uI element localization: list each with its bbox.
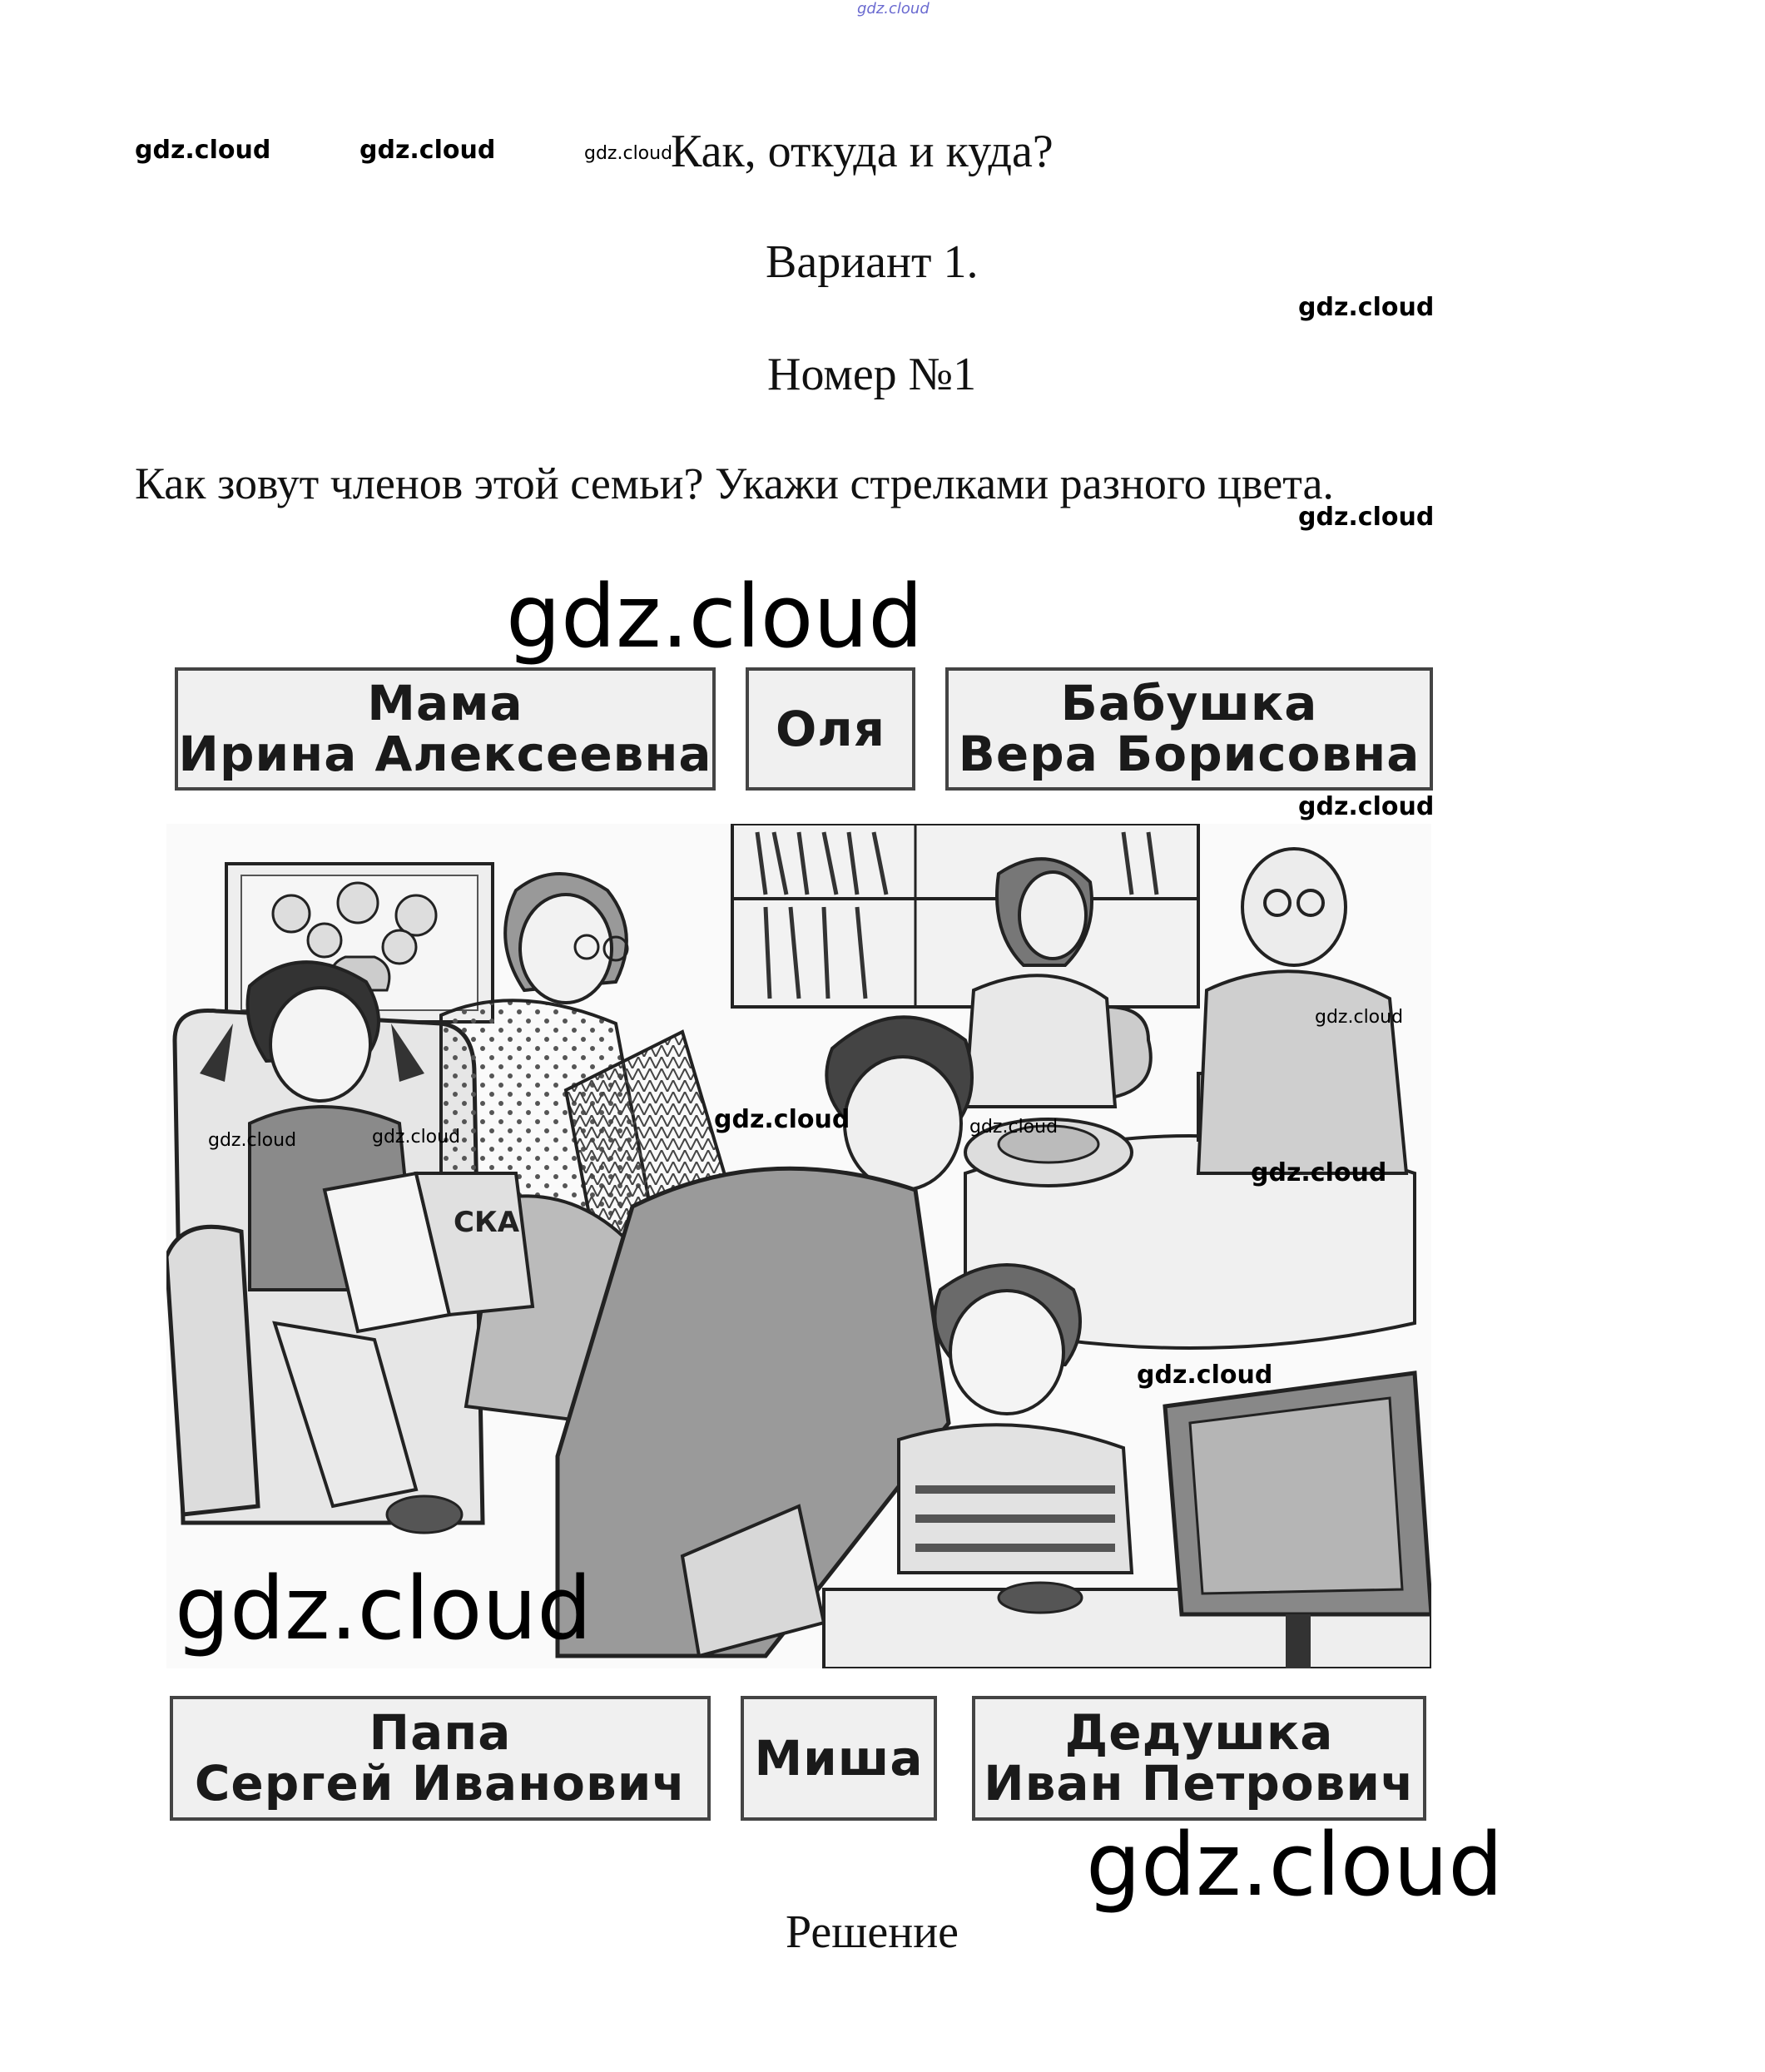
watermark-small: gdz.cloud <box>1298 503 1435 532</box>
label-dad <box>170 1696 711 1821</box>
label-olya-text: Оля <box>775 700 886 757</box>
watermark-small: gdz.cloud <box>372 1127 461 1148</box>
label-grandma-name: Вера Борисовна <box>958 726 1420 782</box>
watermark-top: gdz.cloud <box>857 0 930 17</box>
watermark-small: gdz.cloud <box>359 136 496 165</box>
watermark-large: gdz.cloud <box>506 566 924 667</box>
storybook-title: СКА <box>454 1206 520 1239</box>
variant-heading: Вариант 1. <box>766 236 979 288</box>
label-mom-name: Ирина Алексеевна <box>178 726 712 782</box>
watermark-small: gdz.cloud <box>584 143 673 164</box>
watermark-small: gdz.cloud <box>1137 1361 1273 1390</box>
bookshelf <box>732 824 1198 1007</box>
watermark-small: gdz.cloud <box>208 1130 297 1151</box>
watermark-small: gdz.cloud <box>135 136 271 165</box>
label-dad-role: Папа <box>369 1704 512 1762</box>
watermark-small: gdz.cloud <box>1298 792 1435 821</box>
watermark-small: gdz.cloud <box>714 1105 850 1134</box>
label-misha <box>741 1696 937 1821</box>
watermark-small: gdz.cloud <box>1315 1007 1404 1028</box>
watermark-small: gdz.cloud <box>1298 293 1435 322</box>
family-illustration <box>166 824 1431 1668</box>
watermark-small: gdz.cloud <box>969 1117 1059 1138</box>
solution-heading: Решение <box>786 1906 959 1958</box>
label-misha-text: Миша <box>754 1729 924 1787</box>
storybook <box>325 1173 533 1331</box>
label-dad-name: Сергей Иванович <box>194 1755 687 1812</box>
label-grandma <box>945 667 1433 791</box>
label-grandpa <box>972 1696 1426 1821</box>
watermark-large: gdz.cloud <box>175 1558 592 1659</box>
number-heading: Номер №1 <box>767 349 977 400</box>
watermark-small: gdz.cloud <box>1251 1158 1387 1187</box>
label-grandpa-name: Иван Петрович <box>984 1755 1415 1812</box>
task-question: Как зовут членов этой семьи? Укажи стрелками разного цвета. <box>135 459 1334 508</box>
label-mom-role: Мама <box>367 675 523 732</box>
label-mom <box>175 667 716 791</box>
label-grandpa-role: Дедушка <box>1064 1704 1334 1762</box>
document-title: Как, откуда и куда? <box>671 126 1054 177</box>
label-grandma-role: Бабушка <box>1060 675 1318 732</box>
watermark-large: gdz.cloud <box>1086 1814 1504 1916</box>
label-olya <box>746 667 915 791</box>
